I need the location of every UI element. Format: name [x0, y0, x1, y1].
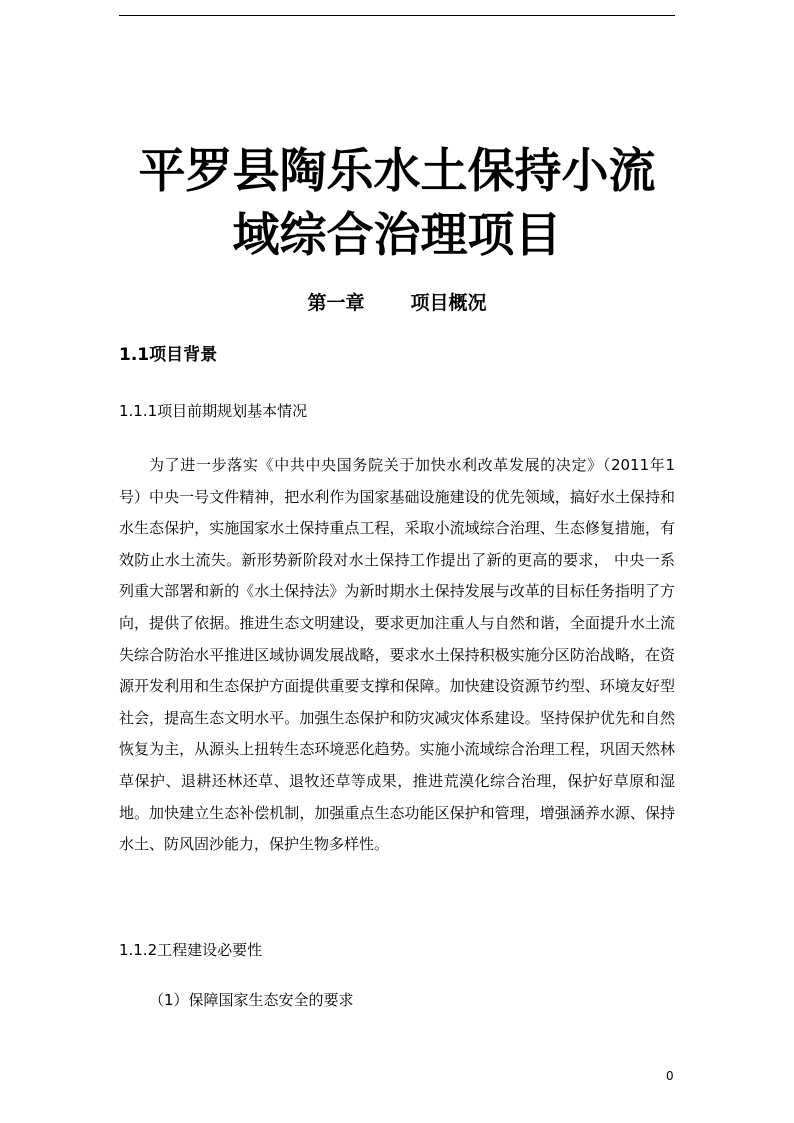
document-title	[119, 140, 675, 268]
chapter-title: 项目概况	[410, 292, 487, 314]
subsection-heading-2: 1.1.2工程建设必要性	[119, 941, 263, 959]
body-paragraph: 为了进一步落实《中共中央国务院关于加快水利改革发展的决定》（2011年1号）中央一号文件精神，把水利作为国家基础设施建设的优先领域，搞好水土保持和水生态保护，实施国家水土保持重点工程，采取小流域综合治理、生态修复措施，有效防止水土流失。新形势新阶段对水土保持工作提出了新的更高的要求， 中央一系列重大部署和新的《水土保持法》为新时期水土保持发展与改革的目标任务指明了方向，提供了依据。推进生态文明建设，要求更加注重人与自然和谐，全面提升水土流失综合防治水平推进区域协调发展战略，要求水土保持积极实施分区防治战略，在资源开发利用和生态保护方面提供重要支撑和保障。加快建设资源节约型、环境友好型社会，提高生态文明水平。加强生态保护和防灾减灾体系建设。坚持保护优先和自然恢复为主，从源头上扭转生态环境恶化趋势。实施小流域综合治理工程，巩固天然林草保护、退耕还林还草、退牧还草等成果，推进荒漠化综合治理，保护好草原和湿地。加快建立生态补偿机制，加强重点生态功能区保护和管理，增强涵养水源、保持水土、防风固沙能力，保护生物多样性。	[119, 456, 675, 854]
chapter-heading	[119, 288, 675, 318]
list-item-1: （1）保障国家生态安全的要求	[149, 991, 354, 1009]
chapter-number: 第一章	[307, 292, 365, 314]
section-heading: 1.1项目背景	[119, 345, 218, 365]
title-line-2: 域综合治理项目	[232, 208, 562, 263]
page-number: 0	[666, 1069, 674, 1083]
header-rule	[119, 15, 675, 16]
subsection-heading-1: 1.1.1项目前期规划基本情况	[119, 402, 308, 420]
title-line-1: 平罗县陶乐水土保持小流	[138, 144, 656, 199]
